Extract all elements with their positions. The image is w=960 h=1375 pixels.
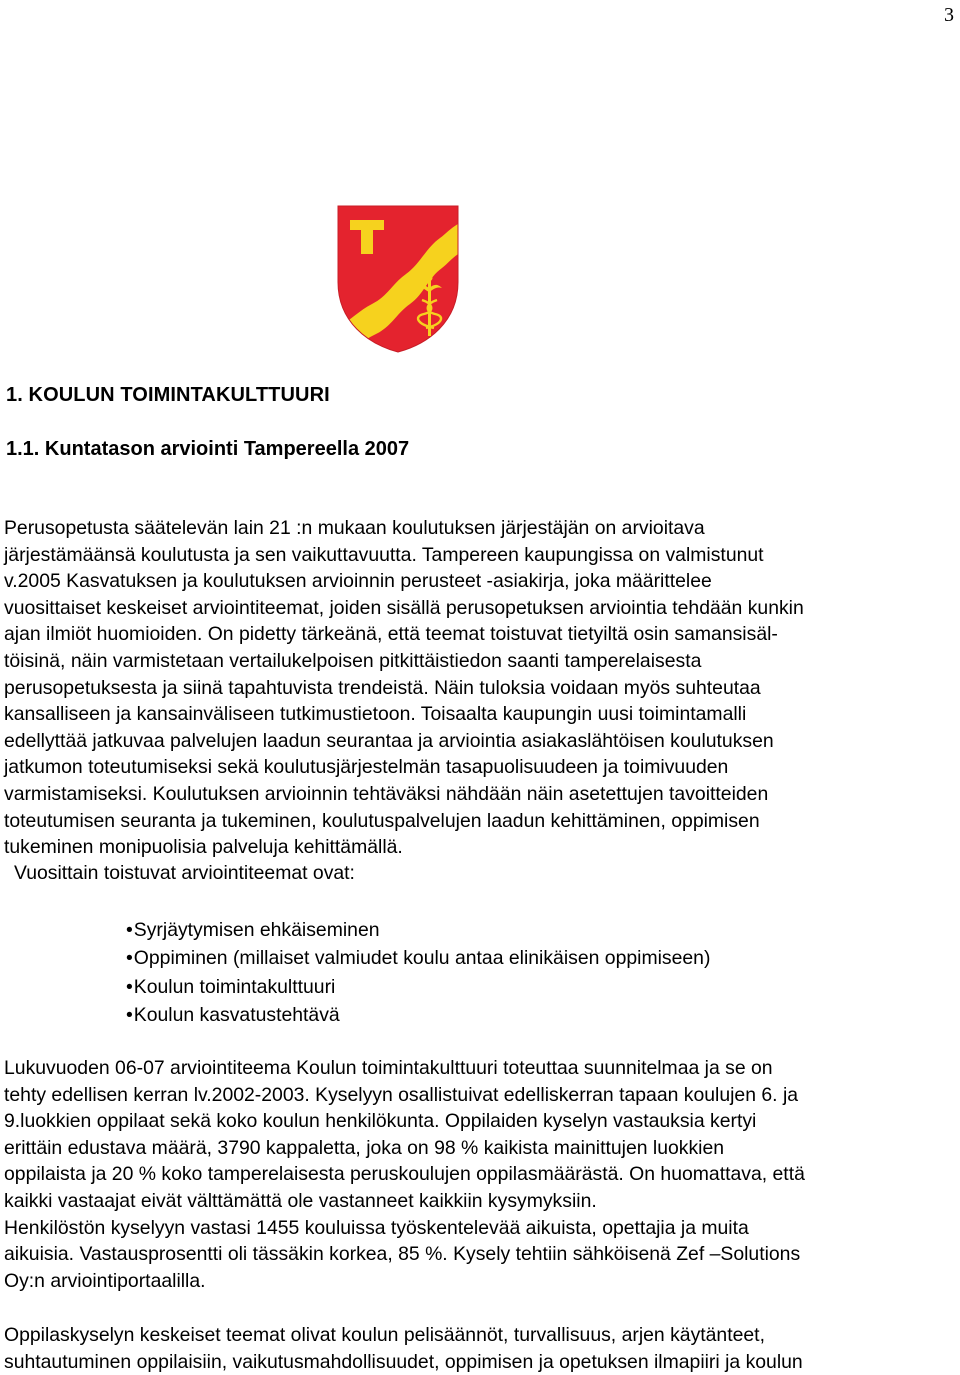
paragraph-line: tukeminen monipuolisia palveluja kehittämällä. xyxy=(4,836,403,859)
paragraph-line: oppilaista ja 20 % koko tamperelaisesta peruskoulujen oppilasmäärästä. On huomattava, että xyxy=(4,1163,805,1186)
paragraph-line: tehty edellisen kerran lv.2002-2003. Kyselyyn osallistuivat edelliskerran tapaan koulujen 6. ja xyxy=(4,1083,799,1106)
list-item: • Syrjäytymisen ehkäiseminen xyxy=(126,916,710,944)
list-item: • Koulun kasvatustehtävä xyxy=(126,1001,710,1029)
themes-intro: Vuosittain toistuvat arviointiteemat ovat: xyxy=(14,862,355,884)
paragraph-line: v.2005 Kasvatuksen ja koulutuksen arvioinnin perusteet -asiakirja, joka määrittelee xyxy=(4,570,712,593)
section-heading: 1. KOULUN TOIMINTAKULTTUURI xyxy=(6,384,330,406)
list-item: • Oppiminen (millaiset valmiudet koulu antaa elinikäisen oppimiseen) xyxy=(126,944,710,972)
final-paragraph xyxy=(4,1322,803,1375)
paragraph-line: ajan ilmiöt huomioiden. On pidetty tärkeänä, että teemat toistuvat tietyiltä osin samansisäl- xyxy=(4,623,778,646)
survey-paragraph xyxy=(4,1055,805,1294)
paragraph-line: erittäin edustava määrä, 3790 kappaletta, joka on 98 % kaikista mainittujen luokkien xyxy=(4,1136,725,1159)
paragraph-line: Oppilaskyselyn keskeiset teemat olivat koulun pelisäännöt, turvallisuus, arjen käytänteet, xyxy=(4,1324,765,1346)
paragraph-line: aikuisia. Vastausprosentti oli tässäkin korkea, 85 %. Kysely tehtiin sähköisenä Zef –Solutions xyxy=(4,1243,801,1266)
themes-list xyxy=(126,916,710,1029)
intro-paragraph xyxy=(4,515,804,861)
paragraph-line: järjestämäänsä koulutusta ja sen vaikuttavuutta. Tampereen kaupungissa on valmistunut xyxy=(4,543,764,566)
paragraph-line: 9.luokkien oppilaat sekä koko koulun henkilökunta. Oppilaiden kyselyn vastauksia kertyi xyxy=(4,1110,757,1133)
paragraph-line: edellyttää jatkuvaa palvelujen laadun seurantaa ja arviointia asiakaslähtöisen koulutuksen xyxy=(4,729,774,752)
paragraph-line: Perusopetusta säätelevän lain 21 :n mukaan koulutuksen järjestäjän on arvioitava xyxy=(4,517,705,539)
paragraph-line: Henkilöstön kyselyyn vastasi 1455 kouluissa työskentelevää aikuista, opettajia ja muita xyxy=(4,1216,749,1239)
paragraph-line: toteutumisen seuranta ja tukeminen, koulutuspalvelujen laadun kehittäminen, oppimisen xyxy=(4,809,760,832)
paragraph-line: kansalliseen ja kansainväliseen tutkimustietoon. Toisaalta kaupungin uusi toimintamalli xyxy=(4,703,747,726)
paragraph-line: vuosittaiset keskeiset arviointiteemat, joiden sisällä perusopetuksen arviointia tehdään kunkin xyxy=(4,596,804,619)
paragraph-line: kaikki vastaajat eivät välttämättä ole vastanneet kaikkiin kysymyksiin. xyxy=(4,1189,597,1212)
paragraph-line: perusopetuksesta ja siinä tapahtuvista trendeistä. Näin tuloksia voidaan myös suhteutaa xyxy=(4,676,761,699)
page-number: 3 xyxy=(944,4,954,26)
list-item: • Koulun toimintakulttuuri xyxy=(126,973,710,1001)
tampere-coat-of-arms xyxy=(336,204,460,354)
paragraph-line: töisinä, näin varmistetaan vertailukelpoisen pitkittäistiedon saanti tamperelaisesta xyxy=(4,649,702,672)
paragraph-line: varmistamiseksi. Koulutuksen arvioinnin tehtäväksi nähdään näin asetettujen tavoitteiden xyxy=(4,782,769,805)
paragraph-line: Oy:n arviointiportaalilla. xyxy=(4,1269,206,1292)
paragraph-line: Lukuvuoden 06-07 arviointiteema Koulun toimintakulttuuri toteuttaa suunnitelmaa ja se on xyxy=(4,1057,773,1079)
paragraph-line: jatkumon toteutumiseksi sekä koulutusjärjestelmän tasapuolisuudeen ja toimivuuden xyxy=(4,756,729,779)
subsection-heading: 1.1. Kuntatason arviointi Tampereella 2007 xyxy=(6,438,410,460)
paragraph-line: suhtautuminen oppilaisiin, vaikutusmahdollisuudet, oppimisen ja opetuksen ilmapiiri ja koulun xyxy=(4,1350,803,1373)
